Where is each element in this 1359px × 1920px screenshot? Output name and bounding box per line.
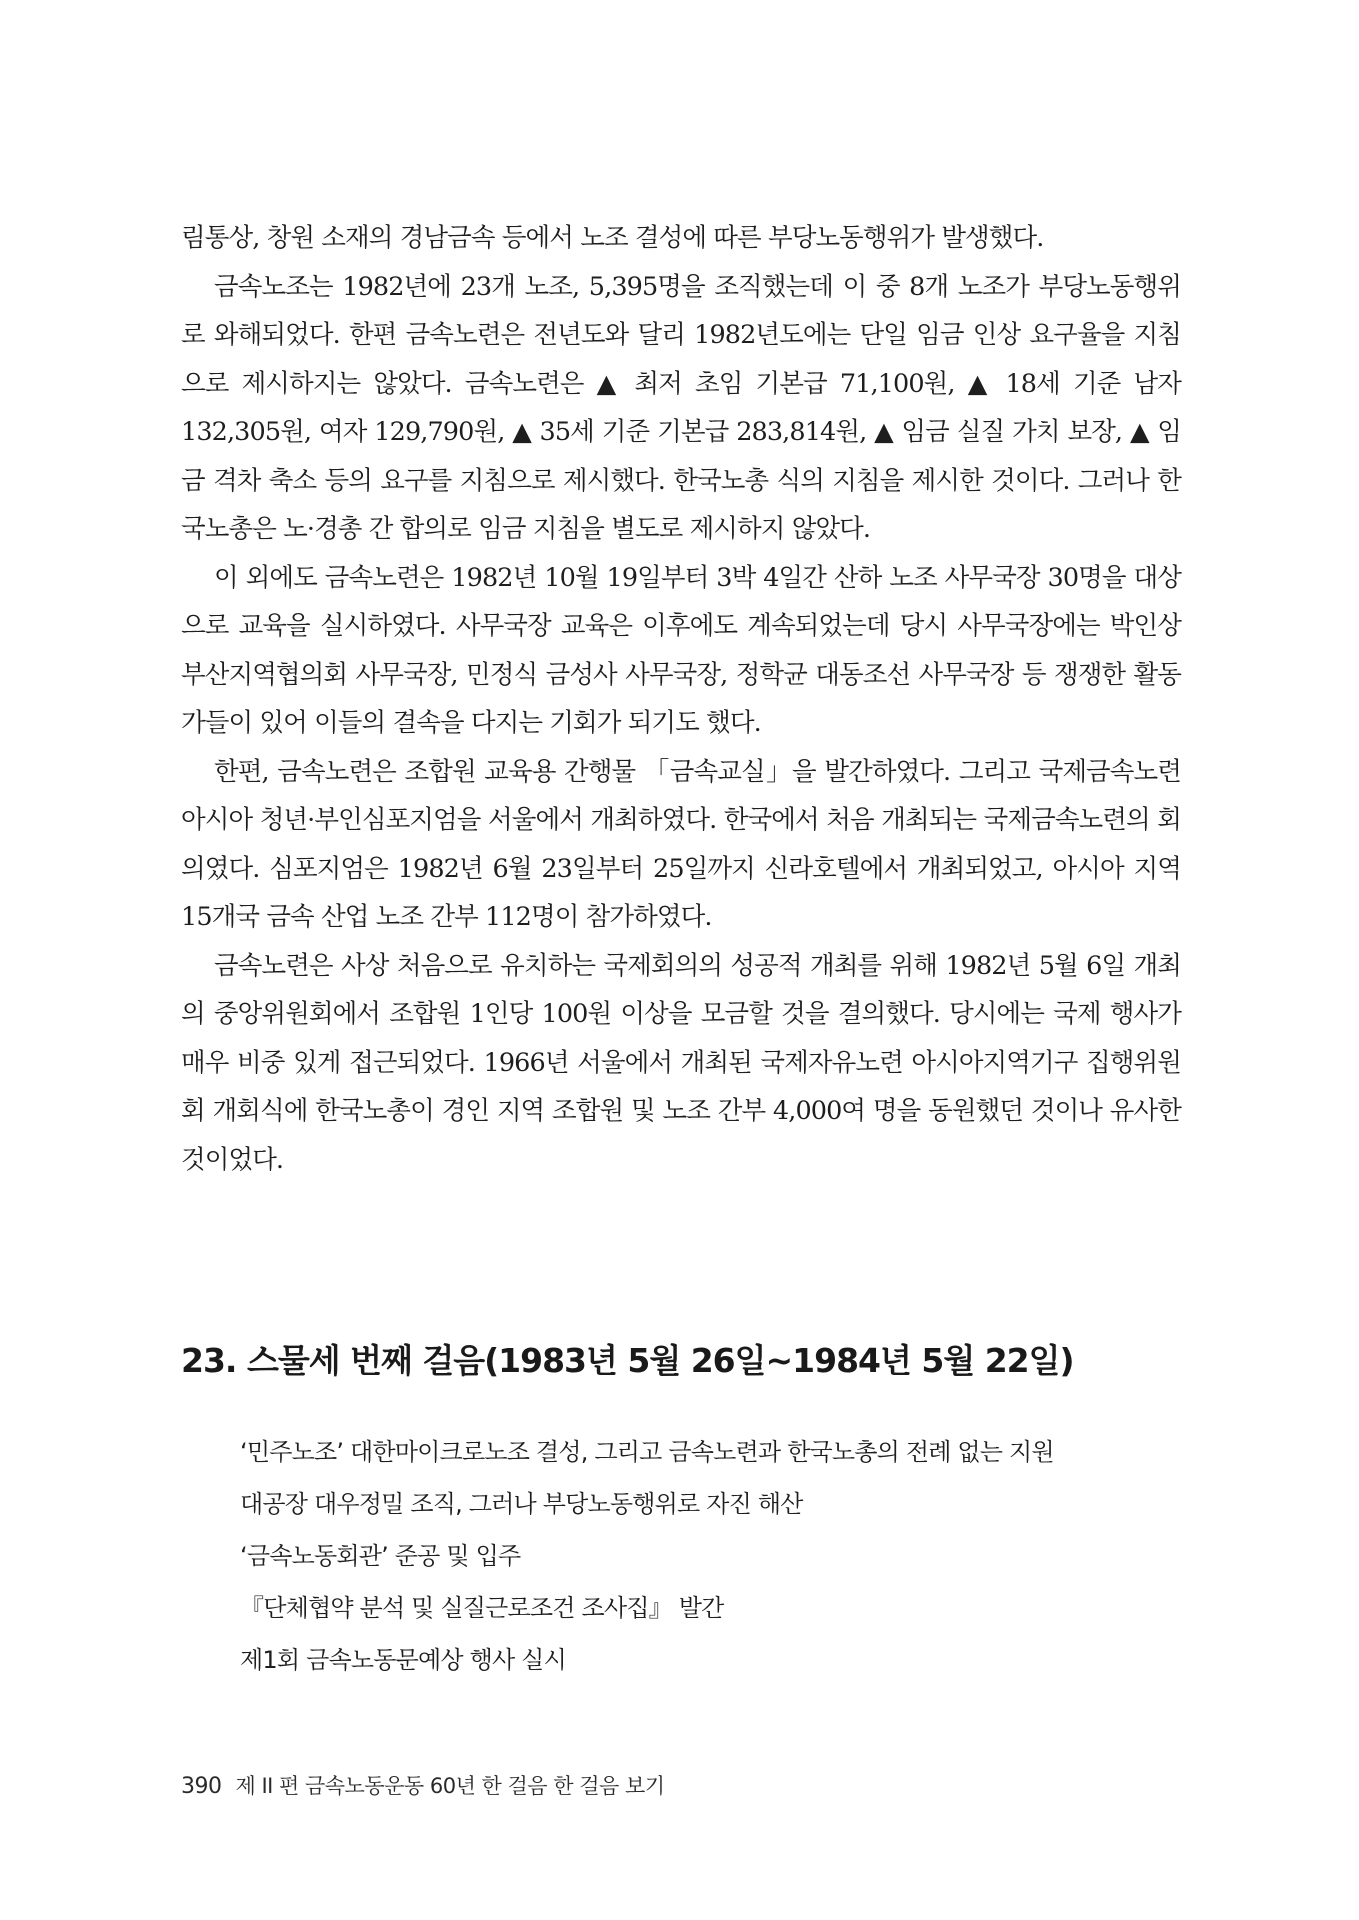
summary-item: 대공장 대우정밀 조직, 그러나 부당노동행위로 자진 해산 bbox=[240, 1490, 803, 1518]
section-summary-list bbox=[240, 1426, 1140, 1686]
page-footer bbox=[181, 1770, 665, 1800]
paragraph: 금속노조는 1982년에 23개 노조, 5,395명을 조직했는데 이 중 8개 노조가 부당노동행위로 와해되었다. 한편 금속노련은 전년도와 달리 1982년도에는 단일 임금 인상 요구율을 지침으로 제시하지는 않았다. 금속노련은 ▲ 최저 초임 기본급 71,100원, ▲ 18세 기준 남자 132,305원, 여자 129,790원, ▲ 35세 기준 기본급 283,814원, ▲ 임금 실질 가치 보장, ▲ 임금 격차 축소 등의 요구를 지침으로 제시했다. 한국노총 식의 지침을 제시한 것이다. 그러나 한국노총은 노·경총 간 합의로 임금 지침을 별도로 제시하지 않았다. bbox=[181, 271, 1181, 544]
paragraph: 한편, 금속노련은 조합원 교육용 간행물 「금속교실」을 발간하였다. 그리고 국제금속노련 아시아 청년·부인심포지엄을 서울에서 개최하였다. 한국에서 처음 개최되는 국제금속노련의 회의였다. 심포지엄은 1982년 6월 23일부터 25일까지 신라호텔에서 개최되었고, 아시아 지역 15개국 금속 산업 노조 간부 112명이 참가하였다. bbox=[181, 756, 1181, 932]
body-text bbox=[181, 214, 1181, 1184]
paragraph-continued: 림통상, 창원 소재의 경남금속 등에서 노조 결성에 따른 부당노동행위가 발생했다. bbox=[181, 223, 1044, 253]
paragraph: 이 외에도 금속노련은 1982년 10월 19일부터 3박 4일간 산하 노조 사무국장 30명을 대상으로 교육을 실시하였다. 사무국장 교육은 이후에도 계속되었는데 당시 사무국장에는 박인상 부산지역협의회 사무국장, 민정식 금성사 사무국장, 정학균 대동조선 사무국장 등 쟁쟁한 활동가들이 있어 이들의 결속을 다지는 기회가 되기도 했다. bbox=[181, 562, 1181, 738]
summary-item: 제1회 금속노동문예상 행사 실시 bbox=[240, 1646, 566, 1674]
section-title: 23. 스물세 번째 걸음 bbox=[181, 1341, 485, 1380]
page-number: 390 bbox=[181, 1774, 222, 1799]
section-heading bbox=[181, 1335, 1181, 1382]
running-title: 제 II 편 금속노동운동 60년 한 걸음 한 걸음 보기 bbox=[235, 1774, 665, 1798]
section-dates: (1983년 5월 26일~1984년 5월 22일) bbox=[484, 1341, 1074, 1380]
summary-item: ‘금속노동회관’ 준공 및 입주 bbox=[240, 1542, 521, 1570]
summary-item: 『단체협약 분석 및 실질근로조건 조사집』 발간 bbox=[240, 1594, 724, 1622]
paragraph: 금속노련은 사상 처음으로 유치하는 국제회의의 성공적 개최를 위해 1982년 5월 6일 개최의 중앙위원회에서 조합원 1인당 100원 이상을 모금할 것을 결의했다. 당시에는 국제 행사가 매우 비중 있게 접근되었다. 1966년 서울에서 개최된 국제자유노련 아시아지역기구 집행위원회 개회식에 한국노총이 경인 지역 조합원 및 노조 간부 4,000여 명을 동원했던 것이나 유사한 것이었다. bbox=[181, 950, 1181, 1175]
summary-item: ‘민주노조’ 대한마이크로노조 결성, 그리고 금속노련과 한국노총의 전례 없는 지원 bbox=[240, 1438, 1054, 1466]
